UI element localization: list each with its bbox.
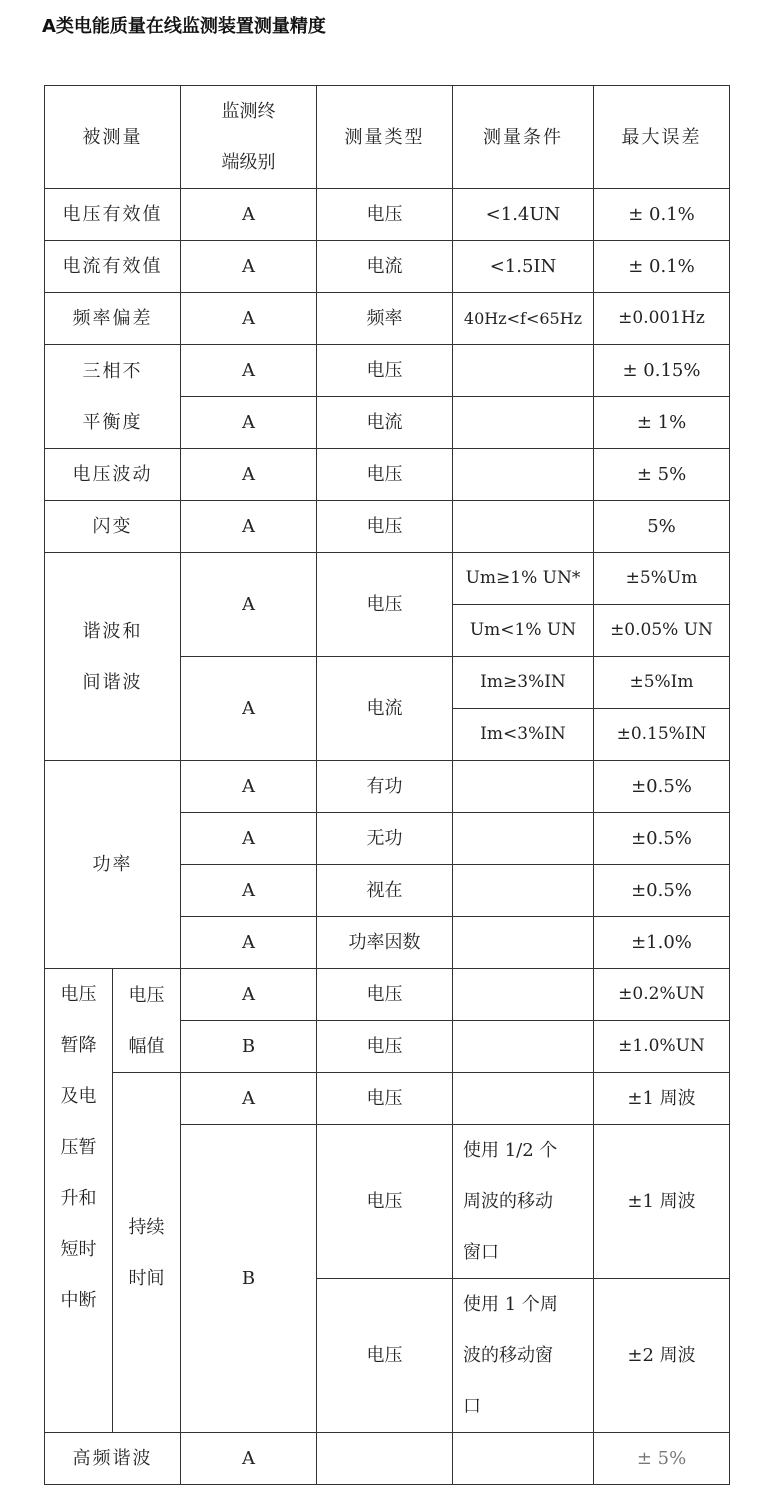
- cell-error: ±5%Um: [594, 553, 730, 605]
- cell-condition-line: 波的移动窗: [463, 1345, 553, 1366]
- cell-type: 电压: [317, 1279, 453, 1433]
- cell-item-line: 中断: [60, 1290, 97, 1311]
- table-row: [45, 1433, 730, 1485]
- cell-type: 电压: [317, 1125, 453, 1279]
- cell-item: 电流有效值: [45, 241, 181, 293]
- cell-level: A: [181, 917, 317, 969]
- cell-error: 5%: [594, 501, 730, 553]
- cell-type: 电流: [317, 397, 453, 449]
- cell-level: A: [181, 293, 317, 345]
- page-title: A类电能质量在线监测装置测量精度: [42, 16, 326, 37]
- table-row: [45, 189, 730, 241]
- cell-error: ±0.05% UN: [594, 605, 730, 657]
- cell-item-line: 谐波和: [82, 620, 143, 642]
- cell-type: 电压: [317, 449, 453, 501]
- cell-error: ± 0.1%: [594, 189, 730, 241]
- cell-error: ±5%Im: [594, 657, 730, 709]
- cell-type: 电压: [317, 1021, 453, 1073]
- cell-error: ±1.0%UN: [594, 1021, 730, 1073]
- header-level-line: 监测终: [221, 101, 276, 122]
- cell-condition: Um<1% UN: [453, 605, 594, 657]
- cell-level: A: [181, 969, 317, 1021]
- cell-type: 无功: [317, 813, 453, 865]
- cell-error: ±2 周波: [594, 1279, 730, 1433]
- table-row: [45, 761, 730, 813]
- cell-type: 电压: [317, 553, 453, 657]
- header-error: 最大误差: [594, 86, 730, 189]
- cell-error: ±0.5%: [594, 761, 730, 813]
- cell-condition: Im<3%IN: [453, 709, 594, 761]
- cell-item-line: 平衡度: [82, 411, 143, 433]
- cell-type: 电压: [317, 969, 453, 1021]
- cell-level: A: [181, 189, 317, 241]
- cell-error: ±0.5%: [594, 813, 730, 865]
- cell-type: [317, 1433, 453, 1485]
- cell-item-line: 升和: [60, 1188, 97, 1209]
- cell-condition: [453, 865, 594, 917]
- cell-subitem-line: 电压: [128, 984, 165, 1006]
- cell-item-line: 及电: [60, 1086, 97, 1107]
- cell-item: [45, 969, 113, 1433]
- cell-condition: [453, 813, 594, 865]
- cell-item-line: 电压: [60, 984, 97, 1005]
- table-row: [45, 501, 730, 553]
- cell-condition-line: 使用 1/2 个: [463, 1140, 558, 1161]
- cell-error: ± 5%: [594, 1433, 730, 1485]
- table-row: [45, 1073, 730, 1125]
- header-item: 被测量: [45, 86, 181, 189]
- cell-level: A: [181, 345, 317, 397]
- cell-level: A: [181, 397, 317, 449]
- cell-condition: [453, 397, 594, 449]
- cell-item: 电压波动: [45, 449, 181, 501]
- cell-level: A: [181, 813, 317, 865]
- table-row: [45, 969, 730, 1021]
- cell-subitem-line: 持续: [128, 1216, 165, 1238]
- table-row: [45, 293, 730, 345]
- cell-type: 电流: [317, 657, 453, 761]
- cell-condition: Im≥3%IN: [453, 657, 594, 709]
- cell-condition: <1.4UN: [453, 189, 594, 241]
- cell-level: A: [181, 241, 317, 293]
- cell-item-line: 短时: [60, 1239, 97, 1260]
- cell-level: A: [181, 761, 317, 813]
- cell-condition: [453, 1433, 594, 1485]
- cell-condition: [453, 345, 594, 397]
- cell-error: ±0.5%: [594, 865, 730, 917]
- cell-level: A: [181, 449, 317, 501]
- cell-level: B: [181, 1021, 317, 1073]
- cell-item: 电压有效值: [45, 189, 181, 241]
- cell-error: ±1 周波: [594, 1073, 730, 1125]
- cell-condition: [453, 449, 594, 501]
- cell-item: [45, 345, 181, 449]
- cell-type: 电流: [317, 241, 453, 293]
- cell-condition: [453, 761, 594, 813]
- cell-error: ±0.001Hz: [594, 293, 730, 345]
- cell-type: 电压: [317, 501, 453, 553]
- cell-level: A: [181, 1433, 317, 1485]
- cell-level: B: [181, 1125, 317, 1433]
- cell-error: ±1.0%: [594, 917, 730, 969]
- cell-subitem-line: 幅值: [128, 1035, 165, 1057]
- cell-item: 高频谐波: [45, 1433, 181, 1485]
- cell-type: 电压: [317, 345, 453, 397]
- header-condition: 测量条件: [453, 86, 594, 189]
- cell-condition: 40Hz<f<65Hz: [453, 293, 594, 345]
- cell-condition: [453, 1021, 594, 1073]
- table-row: [45, 345, 730, 397]
- cell-condition-line: 窗口: [463, 1242, 499, 1263]
- cell-item: 功率: [45, 761, 181, 969]
- cell-item-line: 间谐波: [82, 671, 143, 693]
- cell-error: ±0.15%IN: [594, 709, 730, 761]
- cell-condition: <1.5IN: [453, 241, 594, 293]
- cell-condition: [453, 1279, 594, 1433]
- accuracy-table: [44, 85, 730, 1485]
- cell-condition: [453, 501, 594, 553]
- table-row: [45, 449, 730, 501]
- cell-level: A: [181, 657, 317, 761]
- cell-condition-line: 使用 1 个周: [463, 1294, 558, 1315]
- cell-error: ± 1%: [594, 397, 730, 449]
- table-header-row: [45, 86, 730, 189]
- cell-error: ±1 周波: [594, 1125, 730, 1279]
- cell-condition-line: 周波的移动: [463, 1191, 553, 1212]
- cell-item: 频率偏差: [45, 293, 181, 345]
- cell-error: ± 0.1%: [594, 241, 730, 293]
- cell-type: 视在: [317, 865, 453, 917]
- cell-subitem: [113, 969, 181, 1073]
- cell-type: 频率: [317, 293, 453, 345]
- cell-item-line: 暂降: [60, 1035, 97, 1056]
- cell-type: 电压: [317, 189, 453, 241]
- cell-condition: [453, 969, 594, 1021]
- cell-level: A: [181, 865, 317, 917]
- cell-error: ± 5%: [594, 449, 730, 501]
- cell-subitem: [113, 1073, 181, 1433]
- cell-item: [45, 553, 181, 761]
- cell-condition: [453, 917, 594, 969]
- cell-item: 闪变: [45, 501, 181, 553]
- cell-error: ±0.2%UN: [594, 969, 730, 1021]
- table-row: [45, 241, 730, 293]
- cell-type: 电压: [317, 1073, 453, 1125]
- cell-error: ± 0.15%: [594, 345, 730, 397]
- table-row: [45, 553, 730, 605]
- cell-condition: Um≥1% UN*: [453, 553, 594, 605]
- cell-type: 功率因数: [317, 917, 453, 969]
- cell-level: A: [181, 1073, 317, 1125]
- cell-subitem-line: 时间: [128, 1267, 165, 1289]
- header-type: 测量类型: [317, 86, 453, 189]
- cell-item-line: 压暂: [60, 1137, 97, 1158]
- cell-condition: [453, 1073, 594, 1125]
- cell-condition-line: 口: [463, 1396, 481, 1417]
- cell-type: 有功: [317, 761, 453, 813]
- header-level: [181, 86, 317, 189]
- cell-level: A: [181, 501, 317, 553]
- header-level-line: 端级别: [221, 152, 276, 173]
- cell-item-line: 三相不: [82, 360, 143, 382]
- cell-level: A: [181, 553, 317, 657]
- cell-condition: [453, 1125, 594, 1279]
